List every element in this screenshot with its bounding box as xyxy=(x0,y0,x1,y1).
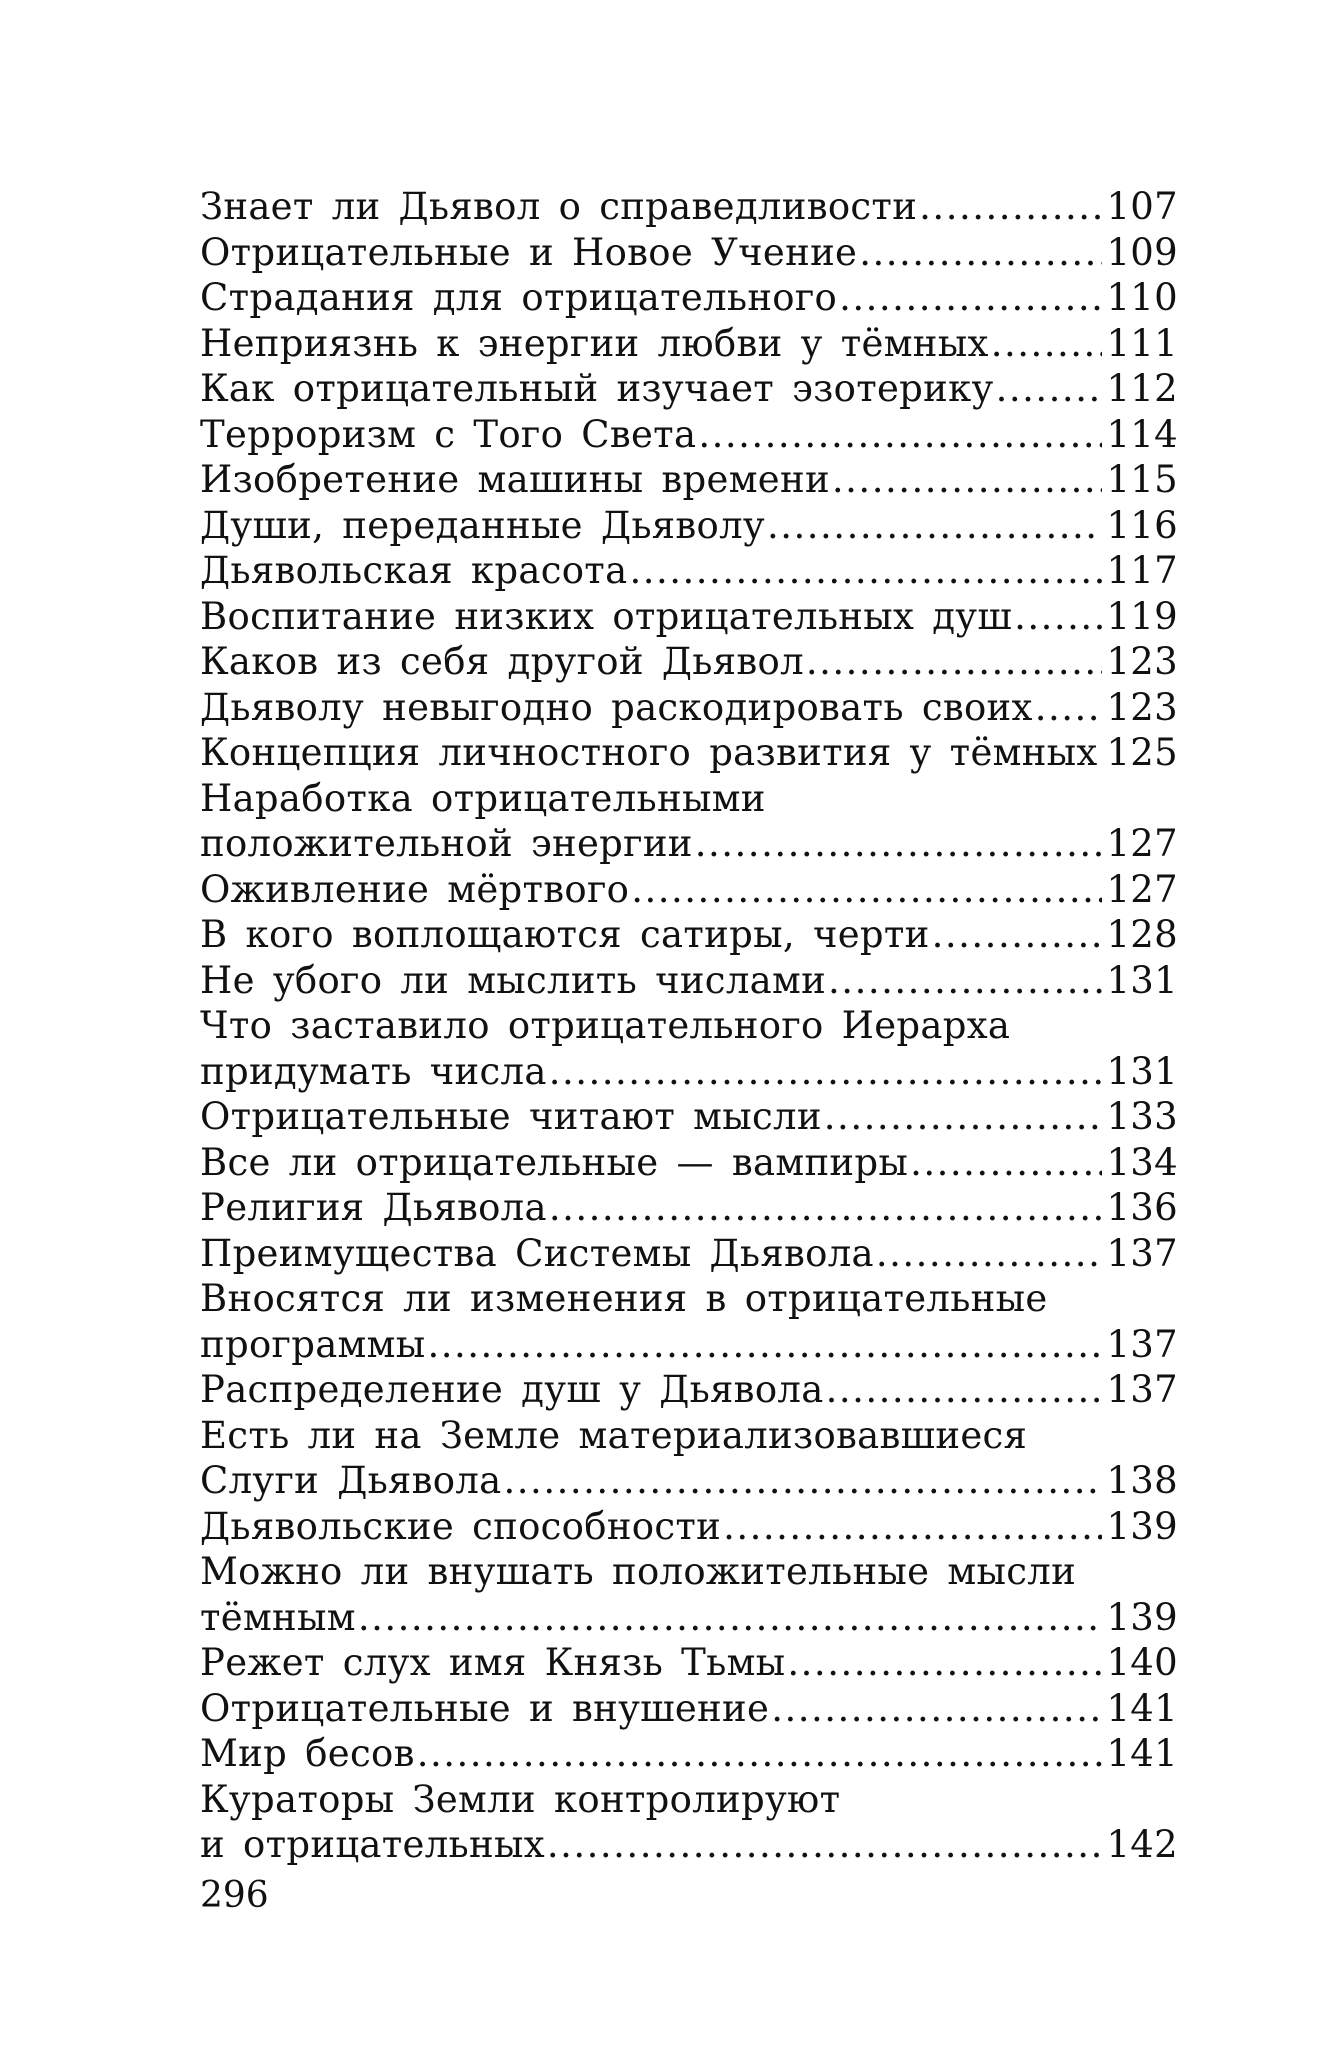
toc-entry-page: 107 xyxy=(1106,185,1178,228)
toc-entry-row xyxy=(200,1458,1178,1504)
dot-leader xyxy=(767,503,1102,549)
dot-leader xyxy=(787,1640,1102,1686)
toc-entry-title: Отрицательные и внушение xyxy=(200,1686,770,1730)
toc-entry-page: 115 xyxy=(1106,458,1178,501)
toc-entry-title: Знает ли Дьявол о справедливости xyxy=(200,185,918,228)
toc-entry-title: Воспитание низких отрицательных душ xyxy=(200,594,1013,638)
toc-entry-page: 127 xyxy=(1106,822,1178,865)
toc-entry xyxy=(200,1367,1178,1413)
toc-entry-page: 133 xyxy=(1106,1095,1178,1138)
toc-entry-row xyxy=(200,867,1178,913)
toc-entry-title: Преимущества Системы Дьявола xyxy=(200,1231,874,1275)
toc-entry xyxy=(200,1003,1178,1094)
toc-entry-row xyxy=(200,821,1178,867)
toc-entry-row xyxy=(200,1094,1178,1140)
toc-entry-page: 137 xyxy=(1106,1231,1178,1275)
dot-leader xyxy=(876,1231,1103,1277)
toc-entry xyxy=(200,730,1178,776)
toc-entry-row xyxy=(200,1686,1178,1732)
dot-leader xyxy=(828,958,1102,1004)
toc-entry-page: 111 xyxy=(1106,321,1178,365)
dot-leader xyxy=(417,1731,1103,1777)
toc-entry xyxy=(200,503,1178,549)
table-of-contents xyxy=(200,184,1178,1868)
toc-entry-title: Дьяволу невыгодно раскодировать своих xyxy=(200,685,1033,729)
toc-entry-title-line: Кураторы Земли контролируют xyxy=(200,1777,841,1821)
toc-entry-title: Изобретение машины времени xyxy=(200,458,830,501)
toc-entry-row xyxy=(200,1595,1178,1641)
dot-leader xyxy=(549,1185,1103,1231)
toc-entry xyxy=(200,1413,1178,1504)
toc-entry-row xyxy=(200,1185,1178,1231)
toc-entry-row xyxy=(200,230,1178,276)
dot-leader xyxy=(932,912,1103,958)
dot-leader xyxy=(832,457,1103,503)
toc-entry-page: 127 xyxy=(1106,867,1178,911)
toc-entry xyxy=(200,230,1178,276)
toc-entry-page: 109 xyxy=(1106,230,1178,274)
toc-entry xyxy=(200,912,1178,958)
toc-entry-row xyxy=(200,184,1178,230)
toc-entry-row xyxy=(200,912,1178,958)
toc-entry xyxy=(200,1731,1178,1777)
dot-leader xyxy=(824,1094,1103,1140)
toc-entry-title: Страдания для отрицательного xyxy=(200,276,838,319)
toc-entry-row xyxy=(200,503,1178,549)
toc-entry-page: 136 xyxy=(1106,1186,1178,1229)
toc-entry-title: тёмным xyxy=(200,1595,356,1639)
toc-entry-page: 128 xyxy=(1106,913,1178,956)
toc-entry-row xyxy=(200,594,1178,640)
dot-leader xyxy=(771,1686,1102,1732)
toc-entry-title: В кого воплощаются сатиры, черти xyxy=(200,913,930,956)
toc-entry-row xyxy=(200,457,1178,503)
toc-entry xyxy=(200,412,1178,458)
toc-entry xyxy=(200,1094,1178,1140)
dot-leader xyxy=(806,639,1103,685)
dot-leader xyxy=(698,412,1102,458)
toc-entry-title-line: Что заставило отрицательного Иерарха xyxy=(200,1004,1011,1047)
toc-entry-row xyxy=(200,275,1178,321)
toc-entry-title: положительной энергии xyxy=(200,822,693,865)
toc-entry-title: Как отрицательный изучает эзотерику xyxy=(200,367,994,410)
toc-entry-page: 137 xyxy=(1106,1322,1178,1366)
toc-entry-page: 117 xyxy=(1106,549,1178,592)
toc-entry xyxy=(200,639,1178,685)
toc-entry-title: Слуги Дьявола xyxy=(200,1459,502,1502)
toc-entry xyxy=(200,366,1178,412)
toc-entry-page: 138 xyxy=(1106,1459,1178,1502)
toc-entry-title: Режет слух имя Князь Тьмы xyxy=(200,1641,786,1684)
toc-entry-row xyxy=(200,321,1178,367)
toc-entry-row xyxy=(200,1640,1178,1686)
toc-entry-page: 139 xyxy=(1106,1504,1178,1548)
toc-entry-page: 141 xyxy=(1106,1732,1178,1775)
toc-entry xyxy=(200,1549,1178,1640)
toc-entry-page: 114 xyxy=(1106,412,1178,456)
toc-entry-title: Все ли отрицательные — вампиры xyxy=(200,1140,909,1184)
toc-entry xyxy=(200,1777,1178,1868)
dot-leader xyxy=(1014,594,1102,640)
toc-entry xyxy=(200,1276,1178,1367)
toc-entry-row xyxy=(200,685,1178,731)
toc-entry-row xyxy=(200,412,1178,458)
toc-entry-row xyxy=(200,1049,1178,1095)
toc-entry-page: 125 xyxy=(1106,731,1178,774)
toc-entry xyxy=(200,685,1178,731)
toc-entry-title: Дьявольская красота xyxy=(200,549,628,592)
toc-entry-title-line: Вносятся ли изменения в отрицательные xyxy=(200,1277,1048,1320)
dot-leader xyxy=(629,548,1102,594)
toc-entry xyxy=(200,1640,1178,1686)
toc-entry-title: Распределение душ у Дьявола xyxy=(200,1368,824,1411)
toc-entry xyxy=(200,958,1178,1004)
toc-entry-page: 142 xyxy=(1106,1823,1178,1866)
toc-entry-row xyxy=(200,1231,1178,1277)
toc-entry xyxy=(200,1504,1178,1550)
dot-leader xyxy=(1035,685,1103,731)
dot-leader xyxy=(631,867,1102,913)
toc-entry-row xyxy=(200,958,1178,1004)
dot-leader xyxy=(695,821,1103,867)
toc-entry-page: 131 xyxy=(1106,958,1178,1002)
dot-leader xyxy=(859,230,1102,276)
toc-entry xyxy=(200,594,1178,640)
dot-leader xyxy=(427,1322,1102,1368)
dot-leader xyxy=(839,275,1102,321)
toc-entry-title: Терроризм с Того Света xyxy=(200,412,697,456)
toc-entry-title: Отрицательные читают мысли xyxy=(200,1095,822,1138)
toc-entry xyxy=(200,1140,1178,1186)
toc-entry-title: придумать числа xyxy=(200,1049,547,1093)
toc-entry-page: 140 xyxy=(1106,1641,1178,1684)
dot-leader xyxy=(919,184,1102,230)
toc-entry-row xyxy=(200,1140,1178,1186)
toc-entry xyxy=(200,867,1178,913)
toc-entry-row xyxy=(200,1322,1178,1368)
toc-entry-title: Не убого ли мыслить числами xyxy=(200,958,827,1002)
toc-entry-title-line: Можно ли внушать положительные мысли xyxy=(200,1550,1077,1593)
toc-entry-row xyxy=(200,1367,1178,1413)
toc-entry-row xyxy=(200,1822,1178,1868)
dot-leader xyxy=(991,321,1103,367)
toc-entry xyxy=(200,457,1178,503)
dot-leader xyxy=(547,1822,1103,1868)
toc-entry xyxy=(200,1231,1178,1277)
toc-entry-row xyxy=(200,366,1178,412)
toc-entry-title: Души, переданные Дьяволу xyxy=(200,503,765,547)
toc-entry-page: 141 xyxy=(1106,1686,1178,1730)
dot-leader xyxy=(1100,730,1103,776)
toc-entry-title: Неприязнь к энергии любви у тёмных xyxy=(200,321,989,365)
toc-entry-title: и отрицательных xyxy=(200,1823,545,1866)
toc-entry-page: 112 xyxy=(1106,367,1178,410)
toc-entry-page: 139 xyxy=(1106,1595,1178,1639)
toc-entry-title: программы xyxy=(200,1322,426,1366)
toc-entry-title: Дьявольские способности xyxy=(200,1504,722,1548)
toc-entry-row xyxy=(200,1504,1178,1550)
toc-entry-page: 134 xyxy=(1106,1140,1178,1184)
dot-leader xyxy=(996,366,1103,412)
toc-entry-page: 123 xyxy=(1106,640,1178,683)
toc-entry-page: 131 xyxy=(1106,1049,1178,1093)
toc-entry-title-line: Есть ли на Земле материализовавшиеся xyxy=(200,1413,1028,1457)
toc-entry-row xyxy=(200,1731,1178,1777)
dot-leader xyxy=(504,1458,1103,1504)
dot-leader xyxy=(723,1504,1102,1550)
page-number: 296 xyxy=(200,1875,269,1916)
dot-leader xyxy=(549,1049,1103,1095)
toc-entry-title: Каков из себя другой Дьявол xyxy=(200,640,804,683)
toc-entry xyxy=(200,184,1178,230)
toc-entry-title: Отрицательные и Новое Учение xyxy=(200,230,858,274)
dot-leader xyxy=(910,1140,1102,1186)
toc-entry-title: Религия Дьявола xyxy=(200,1186,547,1229)
toc-entry-title: Мир бесов xyxy=(200,1732,415,1775)
toc-entry xyxy=(200,1686,1178,1732)
toc-entry-page: 116 xyxy=(1106,503,1178,547)
toc-entry-title: Оживление мёртвого xyxy=(200,867,630,911)
toc-entry xyxy=(200,776,1178,867)
toc-entry-row xyxy=(200,730,1178,776)
toc-entry-row xyxy=(200,548,1178,594)
toc-entry-title: Концепция личностного развития у тёмных xyxy=(200,731,1098,774)
toc-entry xyxy=(200,275,1178,321)
toc-entry-page: 110 xyxy=(1106,276,1178,319)
dot-leader xyxy=(358,1595,1103,1641)
toc-entry-page: 137 xyxy=(1106,1368,1178,1411)
toc-entry xyxy=(200,548,1178,594)
toc-entry-title-line: Наработка отрицательными xyxy=(200,776,766,820)
toc-entry-row xyxy=(200,639,1178,685)
toc-entry-page: 123 xyxy=(1106,685,1178,729)
toc-entry-page: 119 xyxy=(1106,594,1178,638)
toc-entry xyxy=(200,1185,1178,1231)
dot-leader xyxy=(826,1367,1103,1413)
toc-entry xyxy=(200,321,1178,367)
